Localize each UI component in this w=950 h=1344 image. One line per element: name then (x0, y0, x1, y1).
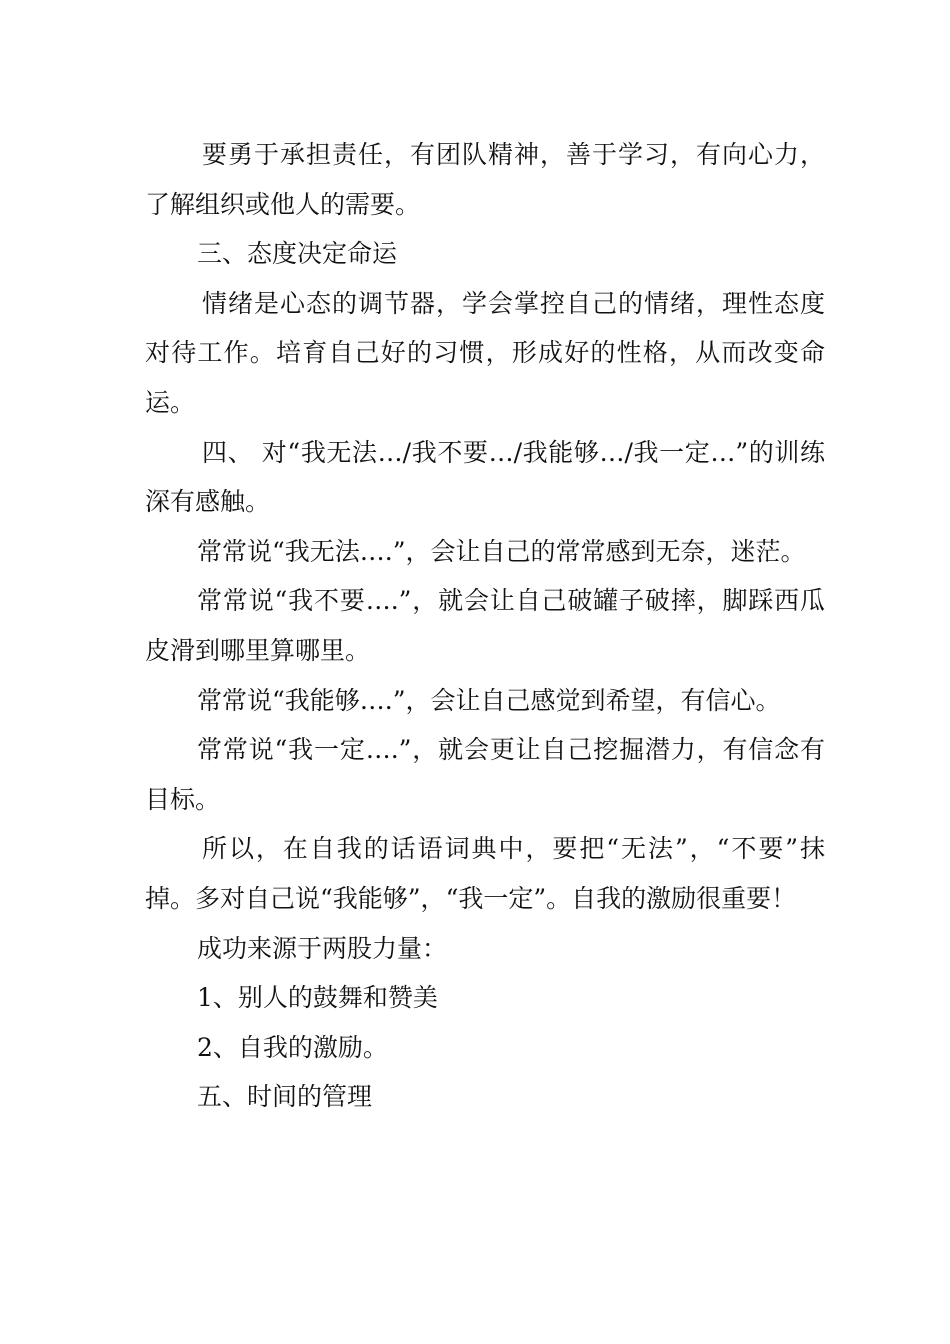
list-item-1: 1、别人的鼓舞和赞美 (197, 983, 438, 1013)
paragraph-can: 常常说“我能够….”，会让自己感觉到希望，有信心。 (197, 685, 781, 715)
paragraph-success-sources: 成功来源于两股力量： (197, 933, 448, 963)
paragraph-responsibility: 要勇于承担责任，有团队精神，善于学习，有向心力，了解组织或他人的需要。 (145, 140, 825, 219)
list-item-2: 2、自我的激励。 (197, 1032, 388, 1062)
paragraph-must: 常常说“我一定….”，就会更让自己挖掘潜力，有信念有目标。 (145, 735, 825, 814)
document-body (145, 130, 825, 1122)
heading-time-management: 五、时间的管理 (197, 1082, 373, 1112)
paragraph-cannot: 常常说“我无法….”，会让自己的常常感到无奈，迷茫。 (197, 536, 806, 566)
paragraph-dont-want: 常常说“我不要….”，就会让自己破罐子破摔，脚踩西瓜皮滑到哪里算哪里。 (145, 586, 825, 665)
heading-training: 四、 对“我无法…/我不要…/我能够…/我一定…”的训练深有感触。 (145, 437, 825, 517)
paragraph-emotion: 情绪是心态的调节器，学会掌控自己的情绪，理性态度对待工作。培育自己好的习惯，形成好的性格，从而改变命运。 (145, 288, 825, 417)
paragraph-conclusion: 所以，在自我的话语词典中，要把“无法”，“不要”抹掉。多对自己说“我能够”，“我一定”。自我的激励很重要！ (145, 834, 825, 913)
heading-attitude: 三、态度决定命运 (197, 239, 398, 269)
